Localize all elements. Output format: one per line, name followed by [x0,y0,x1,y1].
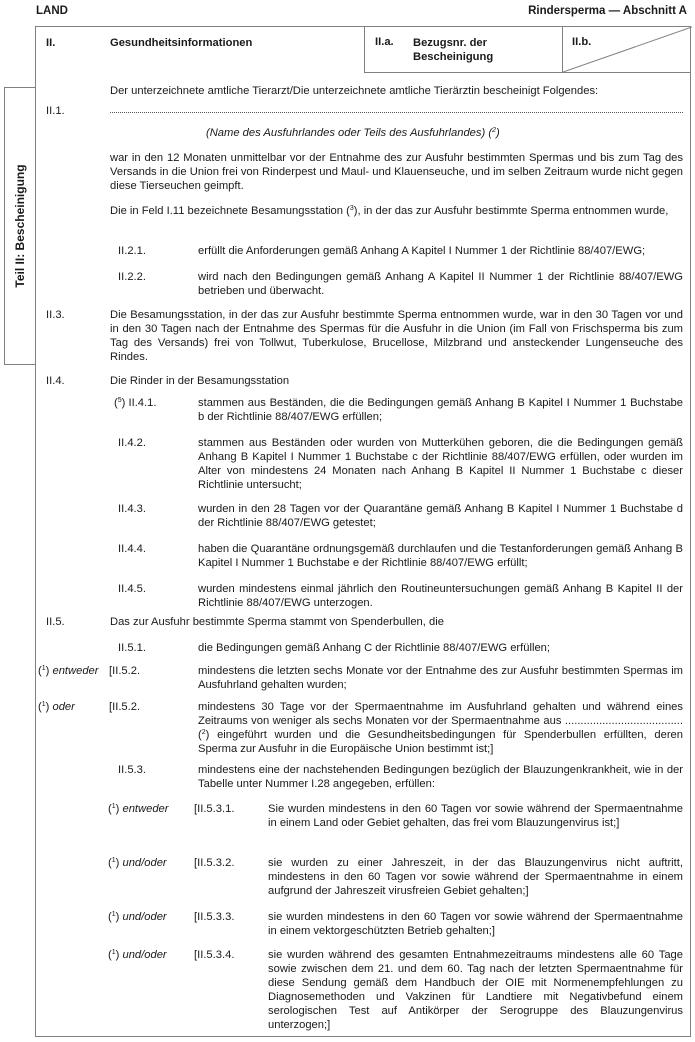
footnote-ref: 1 [111,857,116,864]
document-title: Rindersperma — Abschnitt A [528,5,687,17]
ii2-intro-b: ), in der das zur Ausfuhr bestimmte Sperma entnommen wurde, [353,205,669,217]
ii532-choice[interactable]: ($^1$) und/oder [108,857,167,869]
reference-number-label: II.a. [375,36,394,48]
footnote-ref: 2 [201,729,206,736]
ii534-number: [II.5.3.4. [194,949,235,961]
ii533-text: sie wurden mindestens in den 60 Tagen vor sowie während der Spermaentnahme in einem vektorgeschützten Betrieb gehalten;] [268,911,683,937]
ii44-text: haben die Quarantäne ordnungsgemäß durchlaufen und die Testanforderungen gemäß Anhang B Kapitel I Nummer 1 Buchstabe e der Richtlinie 88/407/EWG erfüllt; [198,543,683,569]
section-title: Gesundheitsinformationen [110,37,253,49]
ii21-text: erfüllt die Anforderungen gemäß Anhang A Kapitel I Nummer 1 der Richtlinie 88/407/EWG; [198,245,646,257]
ii22-number: II.2.2. [118,271,146,283]
choice-label: und/oder [122,857,167,869]
ii42-number: II.4.2. [118,437,146,449]
reference-label-line1: Bezugsnr. der [413,37,487,49]
footnote-ref: 1 [41,701,46,708]
choice-label: oder [52,701,75,713]
reference-number-box[interactable] [364,26,562,73]
country-name-field[interactable] [110,104,683,113]
ii41-text: stammen aus Beständen, die die Bedingungen gemäß Anhang B Kapitel I Nummer 1 Buchstabe b der Richtlinie 88/407/EWG erfüllen; [198,397,683,423]
ii4-number: II.4. [46,375,65,387]
choice-label: entweder [122,803,169,815]
ii531-text: Sie wurden mindestens in den 60 Tagen vor sowie während der Spermaentnahme in einem Land oder Gebiet gehalten, das frei vom Blauzungenvirus ist;] [268,803,683,829]
ii52b-choice[interactable]: ($^1$) oder [38,701,75,713]
footnote-ref: 1 [41,665,46,672]
diagonal-strike [563,26,692,73]
ii1-caption: (Name des Ausfuhrlandes oder Teils des Ausfuhrlandes) ($^2$) [206,127,500,139]
ii532-number: [II.5.3.2. [194,857,235,869]
ii52b-number: [II.5.2. [109,701,141,713]
ii53-number: II.5.3. [118,764,146,776]
ii5-number: II.5. [46,616,65,628]
ii51-number: II.5.1. [118,642,146,654]
ii3-number: II.3. [46,309,65,321]
ii531-number: [II.5.3.1. [194,803,235,815]
footnote-ref: 5 [117,397,122,404]
ii1-number: II.1. [46,105,65,117]
ii21-number: II.2.1. [118,245,146,257]
ii22-text: wird nach den Bedingungen gemäß Anhang A Kapitel II Nummer 1 der Richtlinie 88/407/EWG betrieben und überwacht. [198,271,683,297]
ii4-text: Die Rinder in der Besamungsstation [110,375,290,387]
side-tab-label: Teil II: Bescheinigung [13,164,27,288]
ii52b-text-a: mindestens 30 Tage vor der Spermaentnahme im Ausfuhrland gehalten und während eines Zeitraums von weniger als sechs Monaten vor der Spermaentnahme aus ...................................... ( [198,701,683,741]
ii43-number: II.4.3. [118,503,146,515]
ii5-text: Das zur Ausfuhr bestimmte Sperma stammt von Spenderbullen, die [110,616,444,628]
footnote-ref: 1 [111,949,116,956]
ii44-number: II.4.4. [118,543,146,555]
ii52a-text: mindestens die letzten sechs Monate vor der Entnahme des zur Ausfuhr bestimmten Spermas im Ausfuhrland gehalten wurden; [198,665,683,691]
ii533-number: [II.5.3.3. [194,911,235,923]
box-iib [562,26,691,73]
choice-label: und/oder [122,911,167,923]
ii52a-number: [II.5.2. [109,665,141,677]
ii45-number: II.4.5. [118,583,146,595]
ii52b-text [198,700,683,756]
ii534-text: sie wurden während des gesamten Entnahmezeitraums mindestens alle 60 Tage sowie zwischen dem 21. und dem 60. Tag nach der letzten Spermaentnahme für diese Sendung gemäß dem Handbuch der OIE mit Normenempfehlungen zu Diagnosemethoden und Vakzinen für Landtiere mit Negativbefund einem serologischen Test auf Antikörper der Serogruppe des Blauzungenvirus unterzogen;] [268,949,683,1031]
ii1-text: war in den 12 Monaten unmittelbar vor der Entnahme des zur Ausfuhr bestimmten Spermas und bis zum Tag des Versands in die Union frei von Rinderpest und Maul- und Klauenseuche, und im selben Zeitraum wurde nicht gegen diese Tierseuchen geimpft. [110,152,683,192]
ii41-number: ($^5$) II.4.1. [114,397,157,409]
footnote-ref: 3 [349,205,354,212]
box-iib-label: II.b. [572,36,592,48]
ii533-choice[interactable]: ($^1$) und/oder [108,911,167,923]
ii2-intro [110,204,683,218]
intro-text: Der unterzeichnete amtliche Tierarzt/Die unterzeichnete amtliche Tierärztin bescheinigt Folgendes: [110,85,599,97]
ii3-text: Die Besamungsstation, in der das zur Ausfuhr bestimmte Sperma entnommen wurde, war in den 30 Tagen vor und in den 30 Tagen nach der Entnahme des Spermas für die Ausfuhr in die Union (im Fall von Frischsperma bis zum Tag des Versands) frei von Tollwut, Tuberkulose, Brucellose, Milzbrand und ansteckender Lungenseuche des Rindes. [110,309,683,363]
choice-label: entweder [52,665,99,677]
footnote-ref: 1 [111,803,116,810]
side-tab [4,87,35,365]
ii41-num: II.4.1. [128,397,157,409]
ii534-choice[interactable]: ($^1$) und/oder [108,949,167,961]
reference-label-line2: Bescheinigung [413,51,494,63]
footnote-ref: 1 [111,911,116,918]
ii52b-text-b: ) eingeführt wurden und die Gesundheitsbedingungen für Spenderbullen erfüllten, deren Sperma zur Ausfuhr in die Europäische Union bestimmt ist;] [198,729,683,755]
ii52a-choice[interactable]: ($^1$) entweder [38,665,99,677]
ii531-choice[interactable]: ($^1$) entweder [108,803,169,815]
choice-label: und/oder [122,949,167,961]
reference-number-title [413,36,493,64]
section-number: II. [46,37,56,49]
ii2-intro-a: Die in Feld I.11 bezeichnete Besamungsstation ( [110,205,350,217]
caption-text: (Name des Ausfuhrlandes oder Teils des Ausfuhrlandes) [206,127,486,139]
ii43-text: wurden in den 28 Tagen vor der Quarantäne gemäß Anhang B Kapitel I Nummer 1 Buchstabe d der Richtlinie 88/407/EWG getestet; [198,503,683,529]
ii42-text: stammen aus Beständen oder wurden von Mutterkühen geboren, die die Bedingungen gemäß Anhang B Kapitel I Nummer 1 Buchstabe c der Richtlinie 88/407/EWG erfüllen, oder wurden im Alter von mindestens 24 Monaten nach Anhang B Kapitel II Nummer 1 Buchstabe c dieser Richtlinie untersucht; [198,437,683,491]
ii45-text: wurden mindestens einmal jährlich den Routineuntersuchungen gemäß Anhang B Kapitel II der Richtlinie 88/407/EWG unterzogen. [198,583,683,609]
ii53-text: mindestens eine der nachstehenden Bedingungen bezüglich der Blauzungenkrankheit, wie in der Tabelle unter Nummer I.28 angegeben, erfüllen: [198,764,683,790]
country-label: LAND [36,5,68,17]
footnote-ref: 2 [492,127,496,134]
ii51-text: die Bedingungen gemäß Anhang C der Richtlinie 88/407/EWG erfüllen; [198,642,551,654]
ii532-text: sie wurden zu einer Jahreszeit, in der das Blauzungenvirus nicht auftritt, mindestens in den 60 Tagen vor sowie während der Spermaentnahme in einem aufgrund der Jahreszeit virusfreien Gebiet gehalten;] [268,857,683,897]
